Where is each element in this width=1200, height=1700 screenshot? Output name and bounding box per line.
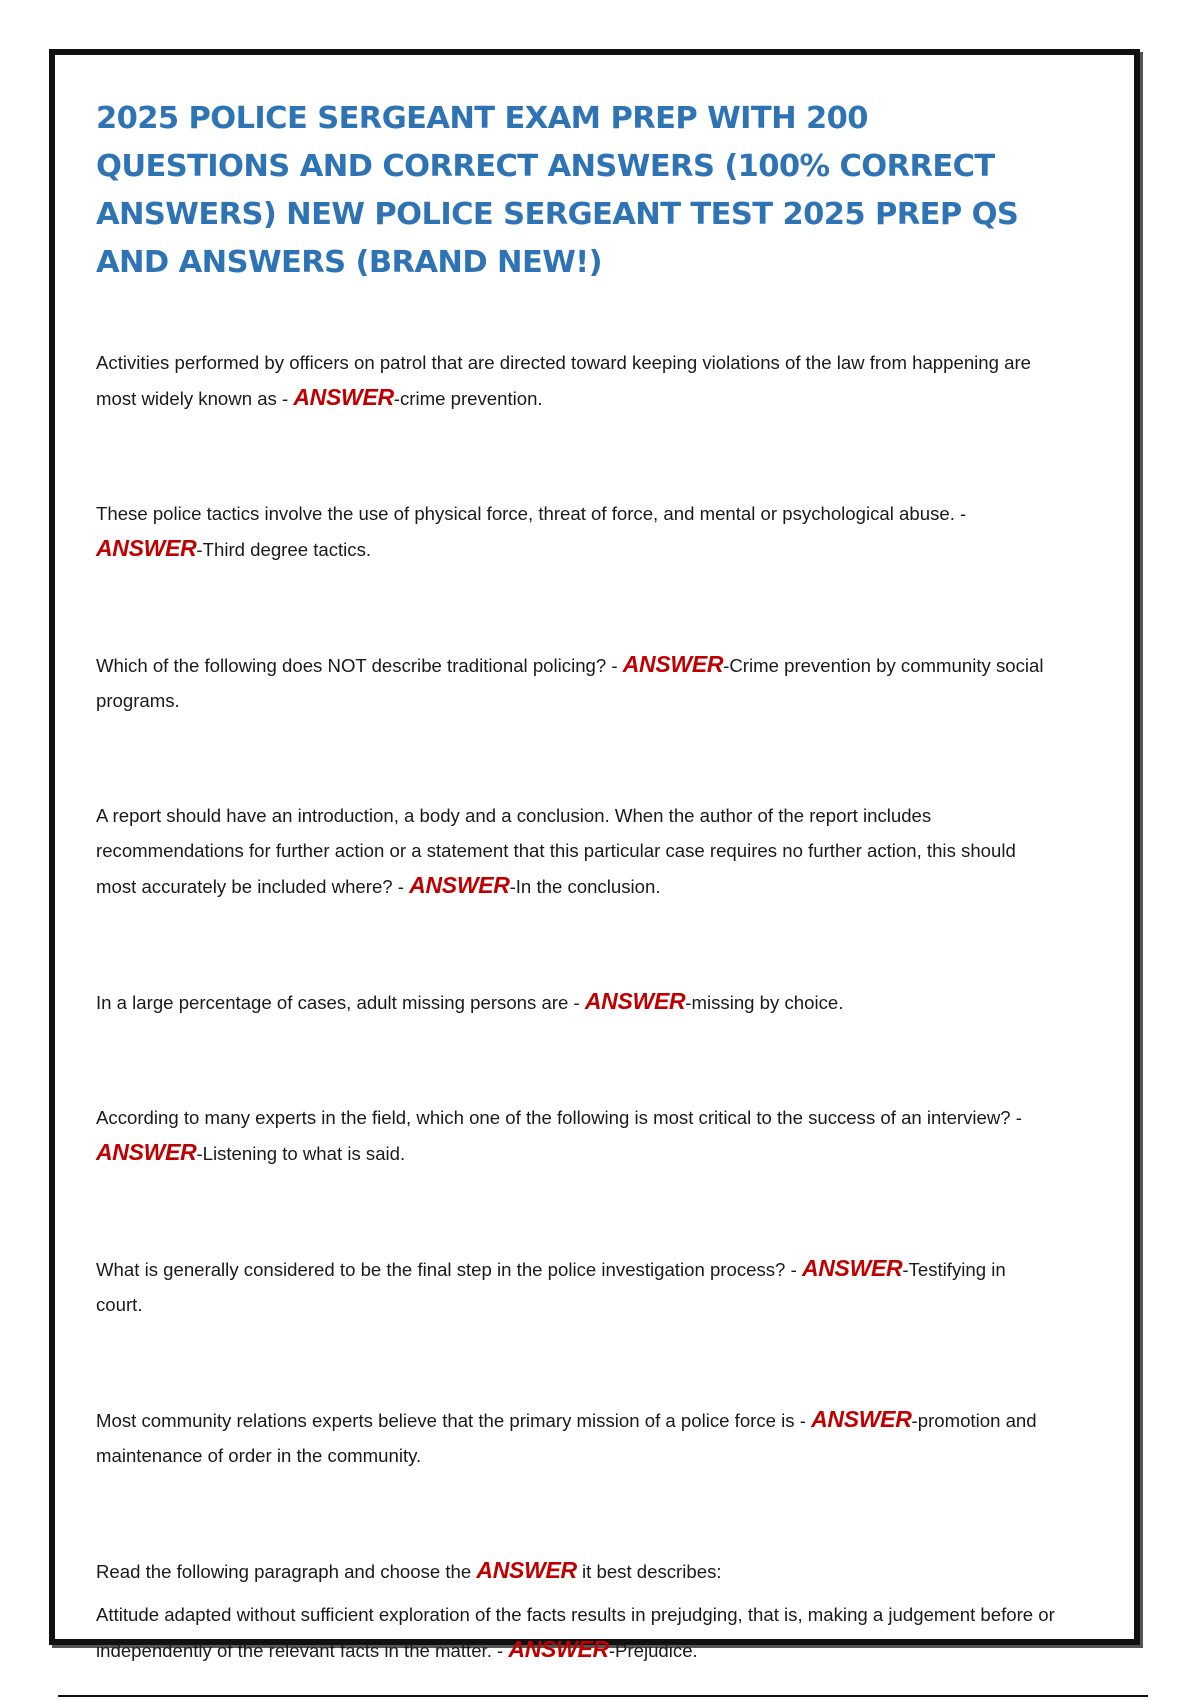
answer-text: -Third degree tactics.: [196, 539, 372, 560]
next-page-edge: [58, 1695, 1148, 1697]
qa-item-4: [96, 798, 1056, 904]
document-title: 2025 POLICE SERGEANT EXAM PREP WITH 200 QUESTIONS AND CORRECT ANSWERS (100% CORRECT ANSWERS) NEW POLICE SERGEANT TEST 2025 PREP QS AND ANSWERS (BRAND NEW!): [96, 101, 1019, 280]
answer-text: -In the conclusion.: [509, 876, 661, 897]
answer-label: ANSWER: [96, 1139, 197, 1165]
answer-label: ANSWER: [584, 988, 686, 1014]
qa-item-3: [96, 647, 1056, 718]
qa-item-7: [96, 1251, 1056, 1322]
quoted-paragraph: Attitude adapted without sufficient exploration of the facts results in prejudging, that is, making a judgement before or independently of the relevant facts in the matter. -: [96, 1604, 1055, 1661]
answer-text: -promotion and maintenance of order in the community.: [96, 1410, 1037, 1466]
question-text: Read the following paragraph and choose the: [96, 1561, 477, 1582]
answer-label: ANSWER: [508, 1636, 609, 1662]
answer-text: -Testifying in court.: [96, 1259, 1006, 1315]
answer-label: ANSWER: [293, 384, 394, 410]
question-text: These police tactics involve the use of physical force, threat of force, and mental or psychological abuse. -: [96, 503, 967, 524]
question-text: What is generally considered to be the final step in the police investigation process? -: [96, 1259, 802, 1280]
answer-label: ANSWER: [476, 1557, 577, 1583]
qa-item-1: [96, 345, 1056, 416]
answer-label: ANSWER: [409, 872, 510, 898]
qa-item-6: [96, 1100, 1056, 1171]
answer-text: -Crime prevention by community social programs.: [96, 655, 1044, 711]
qa-item-9: [96, 1553, 1056, 1589]
answer-label: ANSWER: [622, 651, 724, 677]
answer-label: ANSWER: [96, 535, 197, 561]
answer-label: ANSWER: [801, 1255, 903, 1281]
question-text: Activities performed by officers on patrol that are directed toward keeping violations of the law from happening are most widely known as -: [96, 352, 1032, 409]
qa-item-8: [96, 1402, 1056, 1473]
answer-text: -crime prevention.: [393, 388, 543, 409]
question-text: In a large percentage of cases, adult missing persons are -: [96, 992, 585, 1013]
qa-item-2: [96, 496, 1056, 567]
question-text-end: it best describes:: [576, 1561, 722, 1582]
question-text: According to many experts in the field, which one of the following is most critical to the success of an interview? -: [96, 1107, 1022, 1128]
document-body: [96, 95, 1056, 1668]
question-text: Most community relations experts believe that the primary mission of a police force is -: [96, 1410, 812, 1431]
question-text: A report should have an introduction, a body and a conclusion. When the author of the report includes recommendations for further action or a statement that this particular case requires no further action, this should most accurately be included where? -: [96, 805, 1016, 897]
answer-text: -Listening to what is said.: [196, 1143, 406, 1164]
answer-text: -Prejudice.: [608, 1640, 698, 1661]
qa-item-9-paragraph: [96, 1597, 1056, 1668]
answer-label: ANSWER: [811, 1406, 912, 1432]
answer-text: -missing by choice.: [685, 992, 844, 1013]
question-text: Which of the following does NOT describe traditional policing? -: [96, 655, 623, 676]
qa-item-5: [96, 984, 1056, 1020]
